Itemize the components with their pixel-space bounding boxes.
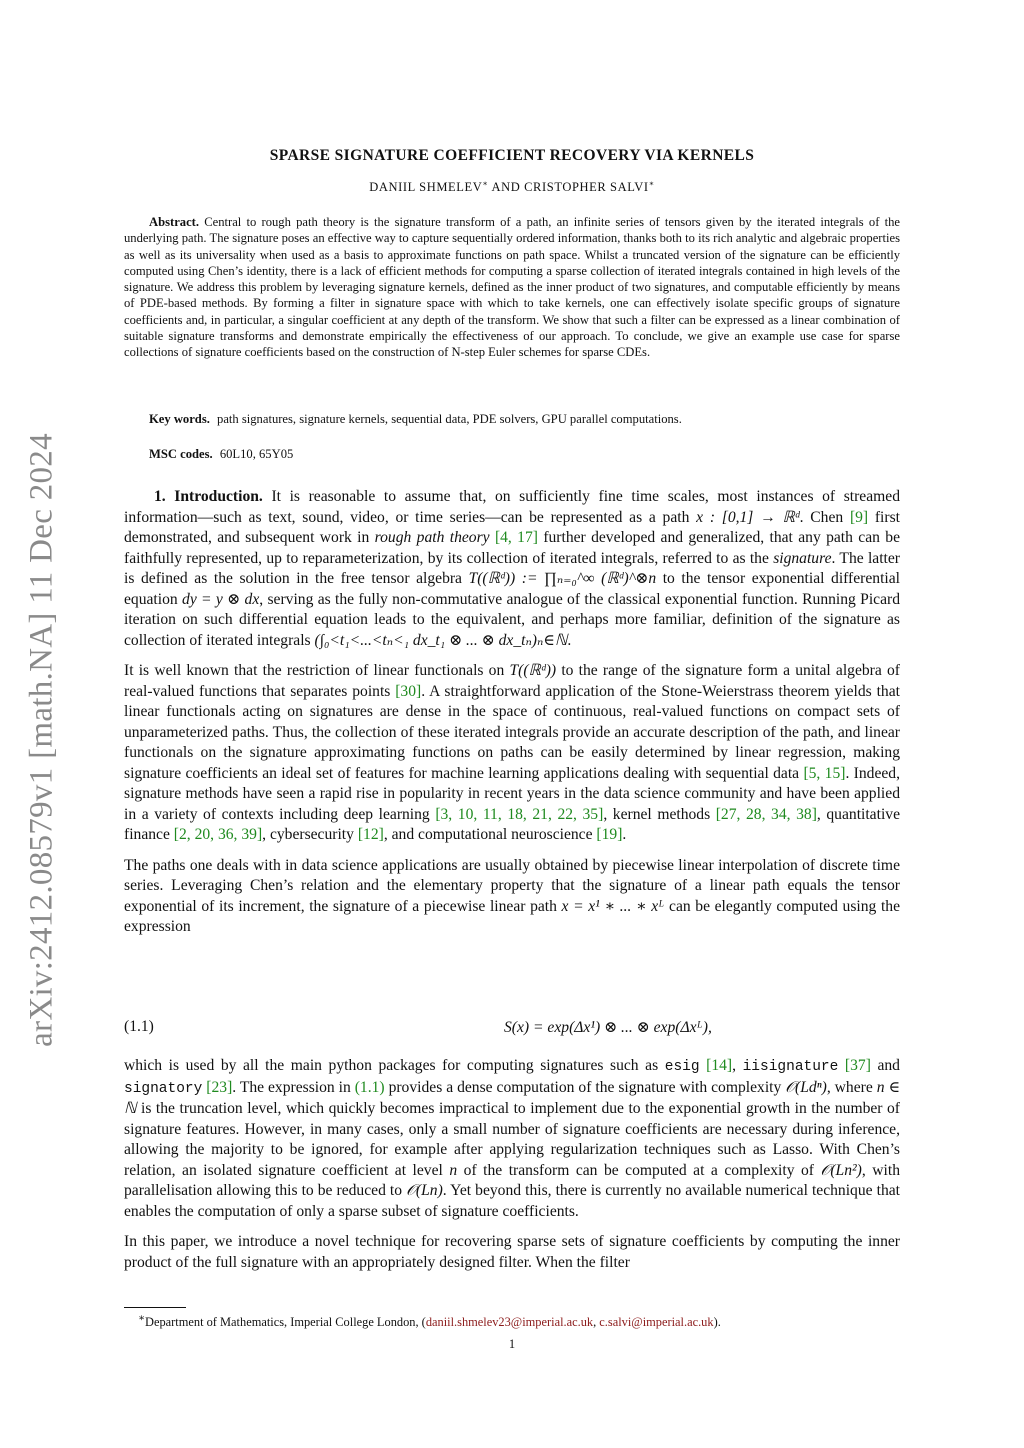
citation-link[interactable]: [19] <box>596 826 623 843</box>
email-link[interactable]: c.salvi@imperial.ac.uk <box>599 1315 714 1330</box>
math-inline: x = x¹ ∗ ... ∗ xᴸ <box>561 897 665 915</box>
keywords-text: path signatures, signature kernels, sequential data, PDE solvers, GPU parallel computations. <box>217 412 682 426</box>
text: , with parallelisation allowing this to be reduced to <box>124 1161 900 1199</box>
text: , serving as the fully non-commutative analogue of the classical exponential function. Running Picard iteration on such differential equation leads to the equivalent, and perhaps more familiar, definition of the signature as collection of iterated integrals <box>124 590 901 649</box>
paragraph <box>124 487 900 651</box>
citation-link[interactable]: [9] <box>849 508 869 526</box>
section-heading: 1. Introduction. <box>154 488 263 505</box>
citation-link[interactable]: [27, 28, 34, 38] <box>715 805 817 823</box>
math-inline: n <box>449 1161 458 1179</box>
author-and: AND <box>491 180 521 195</box>
citation-link[interactable]: [12] <box>357 826 384 843</box>
math-inline: signature <box>773 549 832 567</box>
paragraph <box>124 1056 900 1222</box>
text: , quantitative finance <box>124 805 900 843</box>
citation-link[interactable]: [37] <box>844 1057 871 1074</box>
code-inline: signatory <box>124 1080 203 1097</box>
text: In this paper, we introduce a novel technique for recovering sparse sets of signature coefficients by computing the inner product of the full signature with an appropriately designed filter. When the filter <box>124 1233 900 1271</box>
footnote-rule <box>124 1307 186 1308</box>
abstract-label: Abstract. <box>149 215 200 229</box>
text: and <box>870 1057 900 1074</box>
math-inline: 𝒪(Ln) <box>406 1182 443 1199</box>
msc-codes <box>149 447 293 462</box>
section-introduction <box>124 487 900 948</box>
text: , where <box>826 1078 877 1096</box>
text: . A straightforward application of the Stone-Weierstrass theorem yields that linear functionals acting on signatures are dense in the space of continuous, real-valued functions on compact sets of unparameterized paths. Thus, the collection of these iterated integrals provide an accurate description of the path, and linear functionals on the signature approximating functions on paths can be easily determined by linear regression, making signature coefficients an ideal set of features for machine learning applications dealing with sequential data <box>124 682 900 782</box>
msc-text: 60L10, 65Y05 <box>219 447 294 461</box>
text: is the truncation level, which quickly becomes impractical to implement due to the exponential growth in the number of signature features. However, in many cases, only a small number of signature coefficients are necessary during inference, allowing the majority to be ignored, for example after applying regularization techniques such as Lasso. With Chen’s relation, an isolated signature coefficient at level <box>124 1100 900 1179</box>
text: . Yet beyond this, there is currently no available numerical technique that enables the computation of only a sparse subset of signature coefficients. <box>124 1182 901 1220</box>
paragraph <box>124 1232 900 1273</box>
text: , and computational neuroscience <box>383 826 597 843</box>
abstract <box>124 214 900 361</box>
text: , <box>732 1057 743 1074</box>
citation-link[interactable]: [2, 20, 36, 39] <box>173 826 263 843</box>
math-inline: 𝒪(Ldⁿ) <box>785 1078 827 1096</box>
author-mark: ∗ <box>482 179 489 188</box>
text: . The latter is defined as the solution in the free tensor algebra <box>124 549 900 587</box>
math-inline: T((ℝᵈ)) <box>509 662 557 679</box>
math-inline: T((ℝᵈ)) := ∏ₙ₌₀^∞ (ℝᵈ)^⊗n <box>468 570 657 587</box>
text <box>838 1057 845 1074</box>
text: The paths one deals with in data science applications are usually obtained by piecewise linear interpolation of discrete time series. Leveraging Chen’s relation and the elementary property that the signature of a linear path equals the tensor exponential of its increment, the signature of a piecewise linear path <box>124 856 900 915</box>
footnote <box>138 1312 721 1330</box>
text: , kernel methods <box>603 805 716 823</box>
keywords <box>149 412 682 427</box>
email-link[interactable]: daniil.shmelev23@imperial.ac.uk <box>425 1315 594 1330</box>
abstract-text: Central to rough path theory is the signature transform of a path, an infinite series of tensors given by the iterated integrals of the underlying path. The signature poses an effective way to capture sequentially ordered information, thanks both to its rich analytic and algebraic properties as well as its universality when used as a basis to approximate functions on path space. Whilst a truncated version of the signature can be efficiently computed using Chen’s identity, there is a lack of efficient methods for computing a sparse collection of iterated integrals contained in high levels of the signature. We address this problem by leveraging signature kernels, defined as the inner product of two signatures, and computable efficiently by means of PDE-based methods. By forming a filter in signature space with which to take kernels, one can effectively isolate specific groups of signature coefficients and, in particular, a singular coefficient at any depth of the transform. We show that such a filter can be expressed as a linear combination of suitable signature transforms and demonstrate empirically the effectiveness of our approach. To conclude, we give an example use case for sparse collections of signature coefficients based on the construction of N-step Euler schemes for sparse CDEs. <box>124 215 900 360</box>
text: , cybersecurity <box>262 826 358 843</box>
footnote-sep: , <box>593 1315 600 1330</box>
citation-link[interactable]: [23] <box>206 1078 233 1096</box>
paragraph <box>124 856 900 938</box>
footnote-text: Department of Mathematics, Imperial College London, ( <box>145 1315 426 1330</box>
citation-link[interactable]: [5, 15] <box>803 764 846 782</box>
paper-title: SPARSE SIGNATURE COEFFICIENT RECOVERY VIA KERNELS <box>269 147 755 164</box>
code-inline: esig <box>664 1059 700 1075</box>
math-inline: (∫₀<t₁<...<tₙ<₁ dx_t₁ ⊗ ... ⊗ dx_tₙ)ₙ∈ℕ <box>314 631 568 649</box>
section-introduction-cont <box>124 1056 900 1283</box>
text: which is used by all the main python packages for computing signatures such as <box>124 1057 665 1074</box>
citation-link[interactable]: [4, 17] <box>494 529 538 546</box>
text: . The expression in <box>232 1078 355 1096</box>
paragraph <box>124 661 900 846</box>
citation-link[interactable]: (1.1) <box>354 1078 385 1096</box>
math-inline: rough path theory <box>374 529 490 546</box>
text: further developed and generalized, that any path can be faithfully represented, up to reparameterization, by its collection of iterated integrals, referred to as the <box>124 529 900 567</box>
page-number: 1 <box>508 1337 516 1351</box>
text: . <box>567 631 572 649</box>
msc-label: MSC codes. <box>149 447 213 461</box>
citation-link[interactable]: [3, 10, 11, 18, 21, 22, 35] <box>435 805 604 823</box>
text: . <box>622 826 627 843</box>
text: of the transform can be computed at a complexity of <box>457 1161 821 1179</box>
text: . Indeed, signature methods have seen a rapid rise in popularity in recent years in the data science community and have been applied in a variety of contexts including deep learning <box>124 764 901 823</box>
equation-number: (1.1) <box>124 1018 154 1035</box>
equation-expression: S(x) = exp(Δx¹) ⊗ ... ⊗ exp(Δxᴸ), <box>504 1019 712 1036</box>
keywords-label: Key words. <box>149 412 210 426</box>
footnote-end: ). <box>713 1315 721 1330</box>
citation-link[interactable]: [30] <box>395 682 422 700</box>
author-mark: ∗ <box>648 179 655 188</box>
code-inline: iisignature <box>742 1059 839 1075</box>
arxiv-stamp: arXiv:2412.08579v1 [math.NA] 11 Dec 2024 <box>23 433 60 1047</box>
text: first demonstrated, and subsequent work in <box>124 508 900 546</box>
authors <box>0 179 1024 195</box>
math-inline: x : [0,1] → ℝᵈ <box>696 508 800 526</box>
footnote-mark: ∗ <box>138 1313 146 1324</box>
author-1: DANIIL SHMELEV <box>369 180 483 195</box>
text: . Chen <box>799 508 850 526</box>
text: can be elegantly computed using the expression <box>124 897 900 935</box>
math-inline: n ∈ ℕ <box>124 1078 901 1117</box>
text: It is well known that the restriction of linear functionals on <box>124 662 510 679</box>
citation-link[interactable]: [14] <box>706 1057 733 1074</box>
text: It is reasonable to assume that, on sufficiently fine time scales, most instances of streamed information—such as text, sound, video, or time series—can be represented as a path <box>124 488 901 526</box>
math-inline: dy = y ⊗ dx <box>182 590 260 608</box>
author-2: CRISTOPHER SALVI <box>524 180 649 195</box>
text: to the range of the signature form a unital algebra of real-valued functions that separates points <box>124 662 900 700</box>
text: to the tensor exponential differential equation <box>124 570 901 608</box>
text: provides a dense computation of the signature with complexity <box>384 1078 786 1096</box>
math-inline: 𝒪(Ln²) <box>820 1161 862 1179</box>
